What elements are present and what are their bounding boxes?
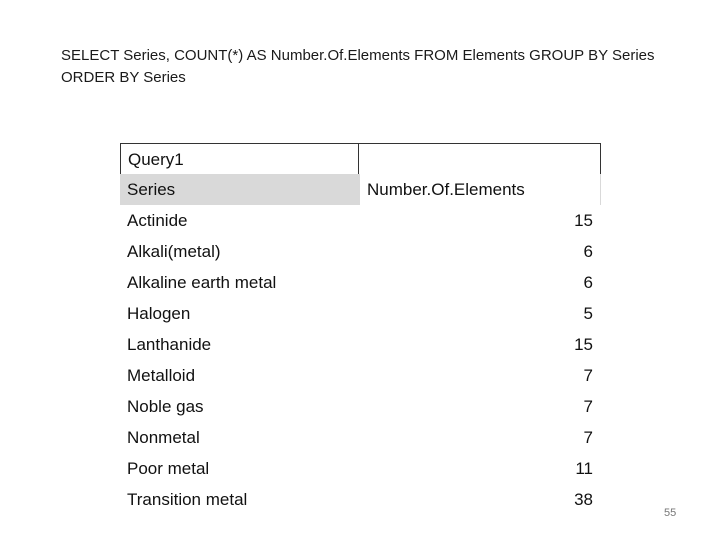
series-cell: Nonmetal — [127, 428, 200, 447]
table-row — [120, 205, 601, 236]
series-cell: Alkali(metal) — [127, 242, 221, 261]
count-cell: 6 — [583, 242, 593, 261]
count-cell: 7 — [583, 366, 593, 385]
count-cell: 11 — [575, 459, 593, 478]
table-row — [120, 484, 601, 515]
series-cell: Noble gas — [127, 397, 204, 416]
series-cell: Lanthanide — [127, 335, 212, 354]
sql-statement: SELECT Series, COUNT(*) AS Number.Of.Elements FROM Elements GROUP BY Series ORDER BY Series — [61, 47, 655, 86]
table-row — [120, 298, 601, 329]
table-row — [120, 360, 601, 391]
count-cell: 7 — [583, 397, 593, 416]
series-cell: Actinide — [127, 211, 188, 230]
count-cell: 15 — [574, 335, 593, 354]
table-row — [120, 236, 601, 267]
table-row — [120, 391, 601, 422]
count-cell: 6 — [583, 273, 593, 292]
query-title-frame — [359, 143, 601, 174]
series-cell: Alkaline earth metal — [127, 273, 277, 292]
series-cell: Transition metal — [127, 490, 248, 509]
table-row — [120, 329, 601, 360]
table-header-row — [120, 174, 601, 205]
column-header-count: Number.Of.Elements — [360, 174, 600, 205]
count-cell: 38 — [574, 490, 593, 509]
table-row — [120, 422, 601, 453]
page-number: 55 — [664, 507, 677, 519]
query-result-table — [120, 143, 601, 515]
table-row — [120, 453, 601, 484]
query-title: Query1 — [120, 143, 359, 174]
count-cell: 5 — [583, 304, 593, 323]
count-cell: 15 — [574, 211, 593, 230]
series-cell: Metalloid — [127, 366, 196, 385]
series-cell: Poor metal — [127, 459, 210, 478]
series-cell: Halogen — [127, 304, 191, 323]
table-row — [120, 267, 601, 298]
column-header-series: Series — [127, 180, 176, 199]
count-cell: 7 — [583, 428, 593, 447]
